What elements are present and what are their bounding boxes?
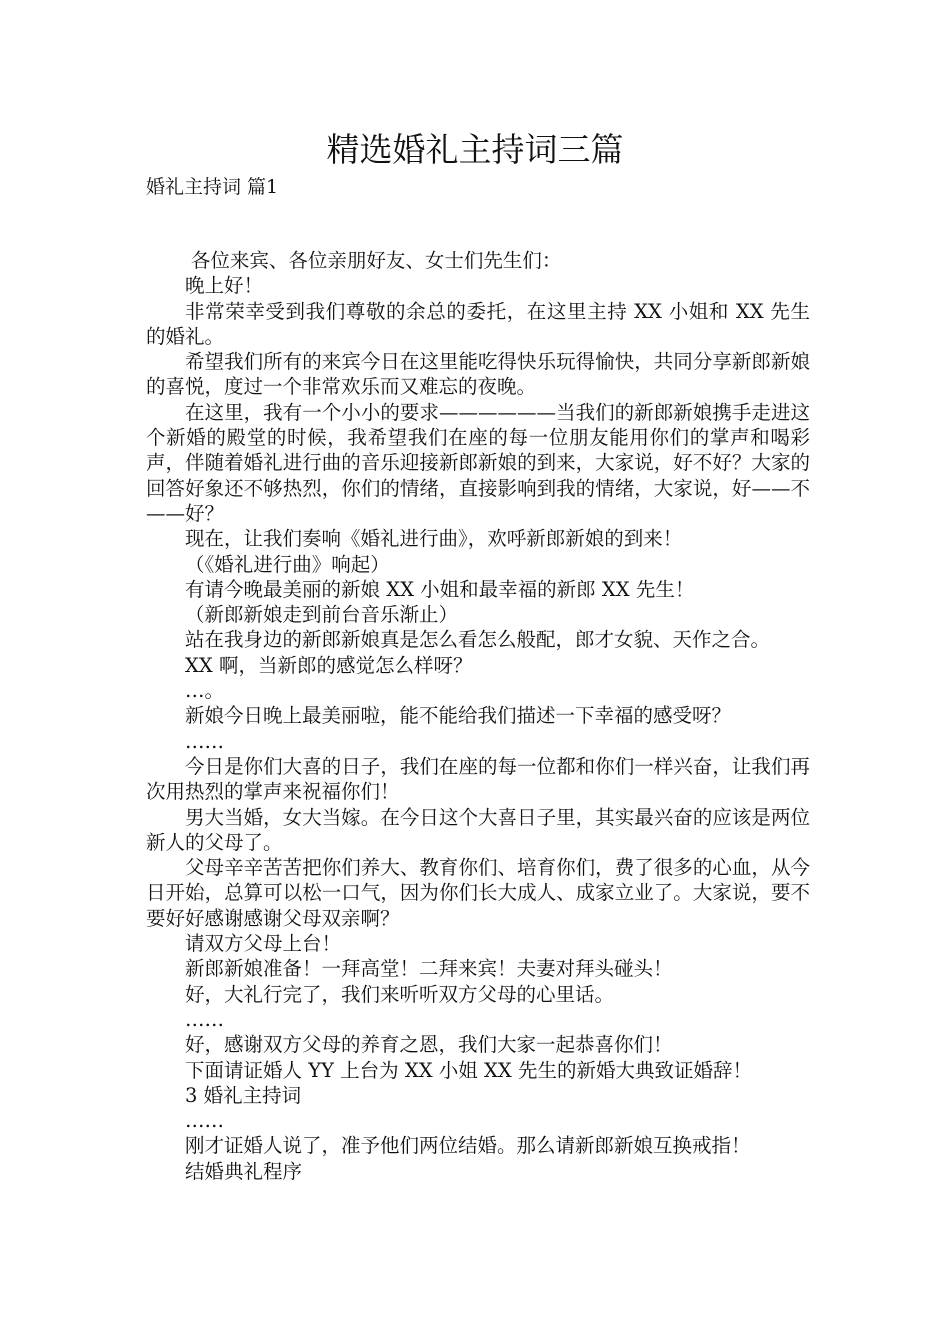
paragraph: 新郎新娘准备！一拜高堂！二拜来宾！夫妻对拜头碰头！ (185, 957, 673, 981)
paragraph: 刚才证婚人说了，准予他们两位结婚。那么请新郎新娘互换戒指！ (185, 1134, 751, 1158)
paragraph: 下面请证婚人 YY 上台为 XX 小姐 XX 先生的新婚大典致证婚辞！ (185, 1058, 752, 1082)
paragraph: 好，感谢双方父母的养育之恩，我们大家一起恭喜你们！ (185, 1033, 673, 1057)
paragraph: 非常荣幸受到我们尊敬的余总的委托，在这里主持 XX 小姐和 XX 先生的婚礼。 (146, 299, 810, 348)
paragraph: 好，大礼行完了，我们来听听双方父母的心里话。 (185, 982, 615, 1006)
document-title: 精选婚礼主持词三篇 (326, 130, 624, 169)
paragraph: 父母辛辛苦苦把你们养大、教育你们、培育你们，费了很多的心血，从今日开始，总算可以松一口气，因为你们长大成人、成家立业了。大家说，要不要好好感谢感谢父母双亲啊？ (146, 856, 810, 930)
paragraph-salutation: 各位来宾、各位亲朋好友、女士们先生们： (190, 249, 562, 272)
paragraph: 今日是你们大喜的日子，我们在座的每一位都和你们一样兴奋，让我们再次用热烈的掌声来祝福你们！ (146, 754, 810, 804)
paragraph: …… (185, 1007, 224, 1031)
paragraph: …… (185, 1109, 224, 1133)
paragraph: …… (185, 729, 224, 753)
paragraph: 男大当婚，女大当嫁。在今日这个大喜日子里，其实最兴奋的应该是两位新人的父母了。 (146, 805, 810, 854)
paragraph: …。 (185, 679, 225, 703)
document-body (146, 248, 810, 1184)
paragraph: 有请今晚最美丽的新娘 XX 小姐和最幸福的新郎 XX 先生！ (185, 577, 695, 601)
paragraph: 站在我身边的新郎新娘真是怎么看怎么般配，郎才女貌、天作之合。 (185, 628, 771, 652)
paragraph: XX 啊，当新郎的感觉怎么样呀？ (185, 653, 473, 677)
paragraph: 在这里，我有一个小小的要求——————当我们的新郎新娘携手走进这个新婚的殿堂的时候，我希望我们在座的每一位朋友能用你们的掌声和喝彩声，伴随着婚礼进行曲的音乐迎接新郎新娘的到来，大家说，好不好？大家的回答好象还不够热烈，你们的情绪，直接影响到我的情绪，大家说，好——不——好？ (146, 400, 810, 525)
paragraph: （新郎新娘走到前台音乐渐止） (185, 603, 459, 627)
paragraph: 现在，让我们奏响《婚礼进行曲》，欢呼新郎新娘的到来！ (185, 527, 683, 551)
paragraph: 3 婚礼主持词 (185, 1083, 302, 1107)
paragraph: 希望我们所有的来宾今日在这里能吃得快乐玩得愉快，共同分享新郎新娘的喜悦，度过一个非常欢乐而又难忘的夜晚。 (146, 350, 810, 399)
paragraph: （《婚礼进行曲》响起） (185, 552, 390, 576)
paragraph: 新娘今日晚上最美丽啦，能不能给我们描述一下幸福的感受呀？ (185, 704, 732, 728)
paragraph: 晚上好！ (185, 274, 264, 298)
paragraph: 结婚典礼程序 (185, 1159, 303, 1183)
section-heading: 婚礼主持词 篇1 (146, 176, 279, 198)
paragraph: 请双方父母上台！ (185, 932, 342, 956)
